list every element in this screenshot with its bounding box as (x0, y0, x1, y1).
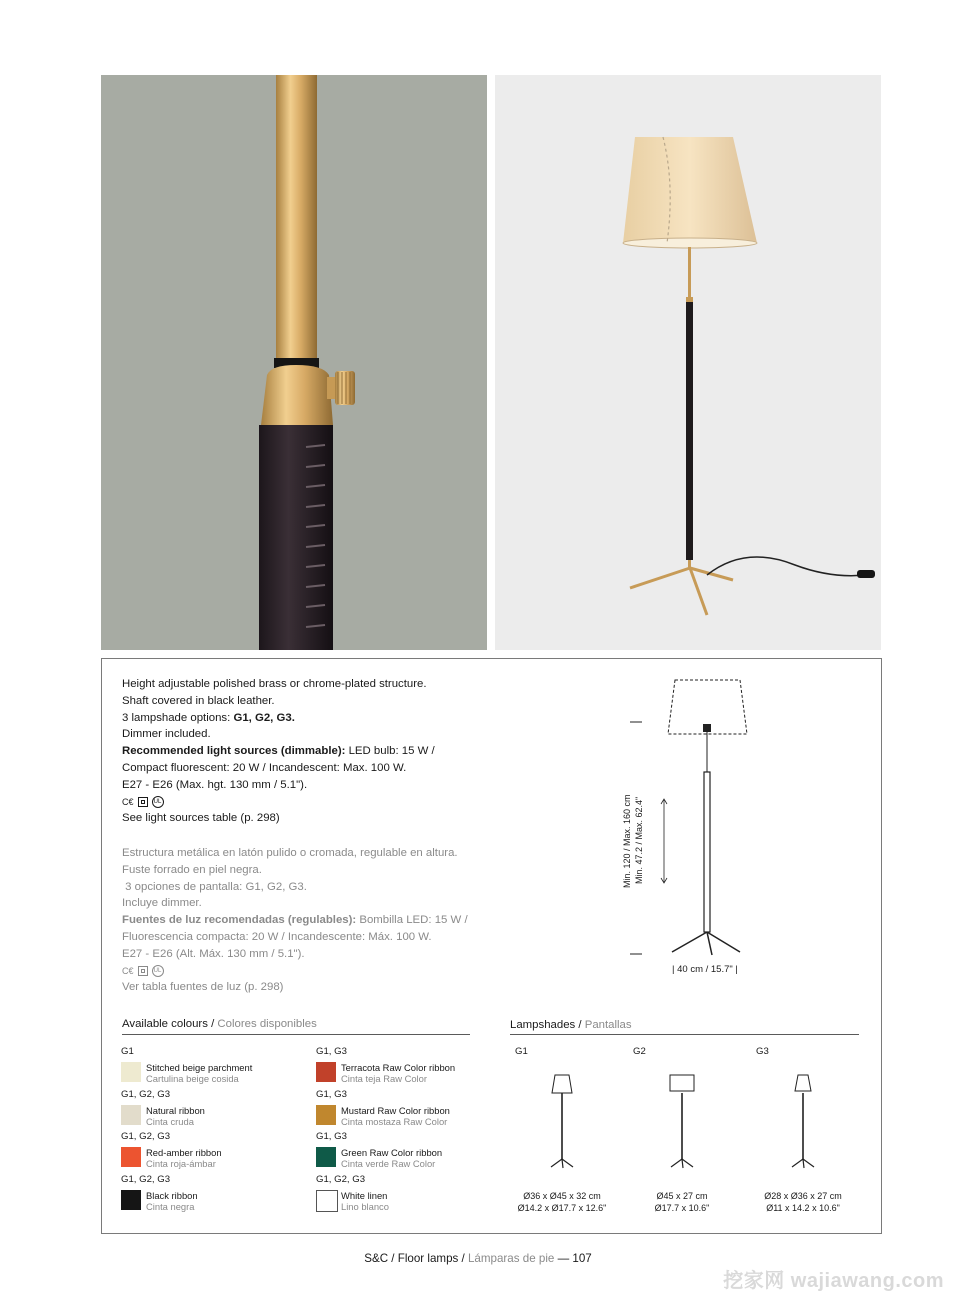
desc-line (122, 912, 502, 929)
colour-swatch[interactable] (121, 1062, 141, 1082)
desc-line: Fuste forrado en piel negra. (122, 863, 262, 876)
heading-en: Lampshades / (510, 1019, 582, 1031)
ce-mark-icon: C€ (122, 796, 134, 807)
desc-line: Dimmer included. (122, 728, 211, 741)
certification-icons (122, 963, 502, 980)
colour-compatibility: G1, G2, G3 (316, 1174, 366, 1185)
colour-name-en: White linen (341, 1190, 388, 1201)
colour-compatibility: G1, G3 (316, 1089, 347, 1100)
colours-heading (122, 1018, 317, 1030)
heading-en: Available colours / (122, 1018, 215, 1030)
colour-name-es: Cinta verde Raw Color (341, 1158, 436, 1169)
watermark: 挖家网 wajiawang.com (723, 1270, 944, 1292)
photo-shaft-detail (101, 75, 487, 650)
desc-line: Incluye dimmer. (122, 897, 202, 910)
desc-line: E27 - E26 (Max. hgt. 130 mm / 5.1"). (122, 778, 308, 791)
heading-es: Colores disponibles (214, 1018, 317, 1030)
light-sources-link[interactable]: See light sources table (p. 298) (122, 812, 280, 825)
desc-line (122, 743, 502, 760)
colour-name-es: Cinta mostaza Raw Color (341, 1116, 448, 1127)
dimension-cm: Ø36 x Ø45 x 32 cm (523, 1191, 601, 1201)
colour-name-en: Stitched beige parchment (146, 1062, 253, 1073)
desc-line: Estructura metálica en latón pulido o cromada, regulable en altura. (122, 847, 458, 859)
ul-mark-icon: UL (152, 796, 164, 808)
certification-icons (122, 794, 502, 811)
desc-bold: G1, G2, G3. (233, 711, 295, 724)
desc-line: Fluorescencia compacta: 20 W / Incandescente: Máx. 100 W. (122, 930, 432, 943)
colour-swatch[interactable] (316, 1105, 336, 1125)
colour-swatch[interactable] (316, 1062, 336, 1082)
colour-compatibility: G1, G3 (316, 1046, 347, 1057)
colour-swatch[interactable] (121, 1147, 141, 1167)
lampshade-dimensions (502, 1190, 622, 1214)
colour-swatch[interactable] (316, 1147, 336, 1167)
lampshade-g2-icon[interactable] (667, 1073, 697, 1169)
desc-text: 3 lampshade options: (122, 711, 234, 724)
base-width-label: | 40 cm / 15.7" | (672, 964, 738, 975)
colour-compatibility: G1 (121, 1046, 134, 1057)
desc-line: 3 opciones de pantalla: G1, G2, G3. (122, 880, 307, 893)
lampshade-code: G2 (633, 1046, 646, 1057)
desc-bold: Fuentes de luz recomendadas (regulables): (122, 914, 357, 927)
footer-brand: S&C / Floor lamps / (364, 1252, 465, 1265)
double-insulation-icon (138, 966, 148, 976)
photo-floor-lamp (495, 75, 881, 650)
colour-name-en: Black ribbon (146, 1190, 198, 1201)
colour-name-es: Cinta negra (146, 1201, 195, 1212)
base-width-value: 40 cm / 15.7" (677, 964, 733, 975)
page-number: — 107 (554, 1252, 592, 1265)
colour-swatch[interactable] (316, 1190, 338, 1212)
height-range-cm: Min. 120 / Max. 160 cm (622, 794, 632, 888)
colours-divider (122, 1034, 470, 1035)
lampshades-divider (510, 1034, 859, 1035)
desc-line: Shaft covered in black leather. (122, 694, 275, 707)
colour-name-en: Mustard Raw Color ribbon (341, 1105, 450, 1116)
colour-name-es: Cartulina beige cosida (146, 1073, 239, 1084)
colour-name-en: Terracota Raw Color ribbon (341, 1062, 456, 1073)
desc-line: E27 - E26 (Alt. Máx. 130 mm / 5.1"). (122, 947, 305, 960)
lampshade-code: G3 (756, 1046, 769, 1057)
light-sources-link[interactable]: Ver tabla fuentes de luz (p. 298) (122, 981, 284, 994)
description-spanish (122, 845, 502, 996)
colour-compatibility: G1, G3 (316, 1131, 347, 1142)
dimension-in: Ø17.7 x 10.6" (654, 1203, 710, 1213)
colour-compatibility: G1, G2, G3 (121, 1174, 171, 1185)
colour-name-es: Lino blanco (341, 1201, 389, 1212)
lampshade-g3-icon[interactable] (788, 1073, 818, 1169)
dimension-cm: Ø45 x 27 cm (656, 1191, 708, 1201)
lampshades-heading (510, 1019, 632, 1031)
lampshade-dimensions (743, 1190, 863, 1214)
description-english (122, 676, 502, 827)
colour-name-es: Cinta roja-ámbar (146, 1158, 216, 1169)
footer-es: Lámparas de pie (464, 1252, 555, 1265)
heading-es: Pantallas (581, 1019, 632, 1031)
colour-compatibility: G1, G2, G3 (121, 1089, 171, 1100)
colour-swatch[interactable] (121, 1190, 141, 1210)
dimension-in: Ø11 x 14.2 x 10.6" (766, 1203, 840, 1213)
ce-mark-icon: C€ (122, 965, 134, 976)
colour-name-es: Cinta teja Raw Color (341, 1073, 427, 1084)
colour-swatch[interactable] (121, 1105, 141, 1125)
desc-text: Bombilla LED: 15 W / (356, 914, 468, 927)
dimension-in: Ø14.2 x Ø17.7 x 12.6" (517, 1203, 607, 1213)
lampshade-dimensions (622, 1190, 742, 1214)
lampshade-code: G1 (515, 1046, 528, 1057)
shaft-detail-illustration (101, 75, 487, 650)
colour-name-en: Natural ribbon (146, 1105, 205, 1116)
colour-compatibility: G1, G2, G3 (121, 1131, 171, 1142)
double-insulation-icon (138, 797, 148, 807)
ul-mark-icon: UL (152, 965, 164, 977)
desc-line (122, 710, 502, 727)
desc-text: LED bulb: 15 W / (345, 745, 435, 758)
colour-name-en: Red-amber ribbon (146, 1147, 222, 1158)
dimension-cm: Ø28 x Ø36 x 27 cm (764, 1191, 842, 1201)
height-range-in: Min. 47.2 / Max. 62.4" (634, 796, 644, 884)
colour-name-en: Green Raw Color ribbon (341, 1147, 443, 1158)
floor-lamp-illustration (495, 75, 881, 650)
colour-name-es: Cinta cruda (146, 1116, 194, 1127)
desc-line: Compact fluorescent: 20 W / Incandescent: Max. 100 W. (122, 761, 407, 774)
desc-bold: Recommended light sources (dimmable): (122, 745, 346, 758)
lampshade-g1-icon[interactable] (547, 1073, 577, 1169)
desc-line: Height adjustable polished brass or chrome-plated structure. (122, 678, 427, 690)
